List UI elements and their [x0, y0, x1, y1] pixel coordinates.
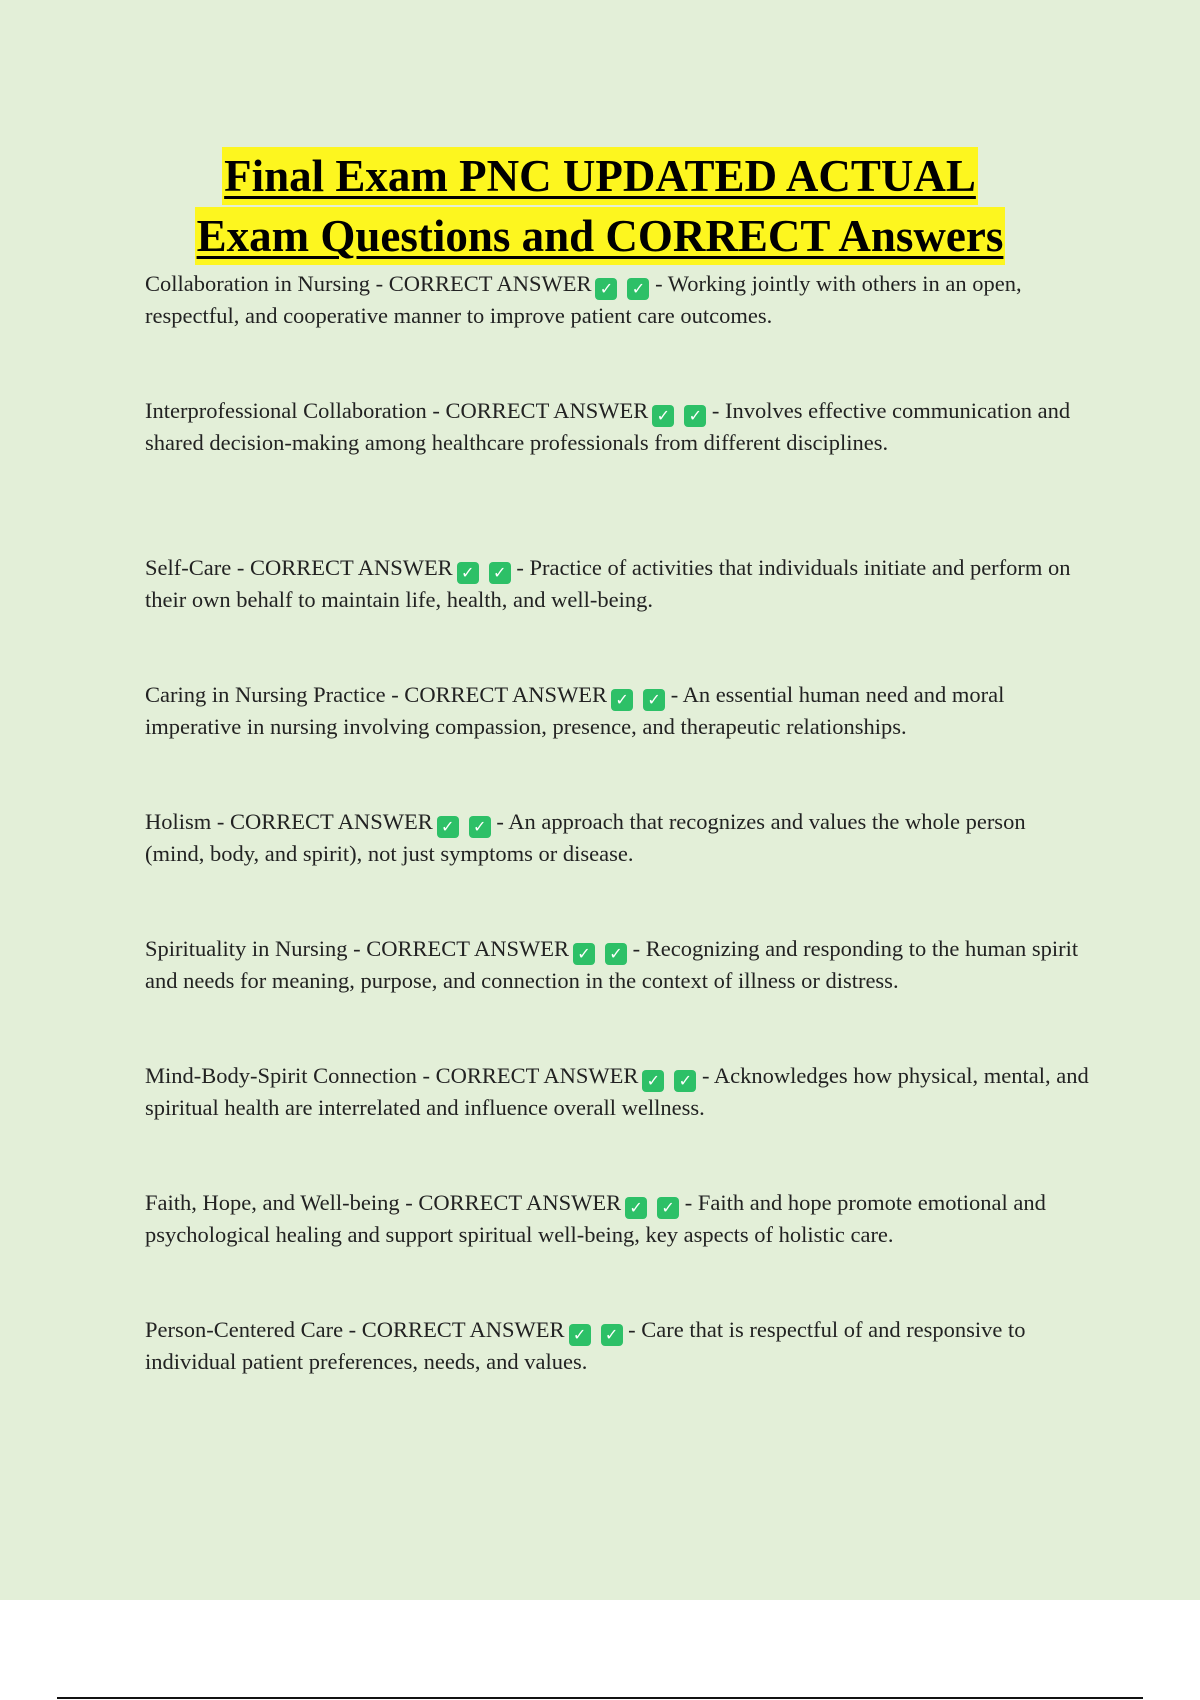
- qa-item-faith-hope: [145, 1187, 1090, 1250]
- qa-item-interprofessional: [145, 395, 1090, 458]
- qa-definition: - An approach that recognizes and values the whole person (mind, body, and spirit), not just symptoms or disease.: [145, 809, 1026, 866]
- check-mark-icon: ✓: [573, 943, 595, 965]
- qa-definition: - Faith and hope promote emotional and psychological healing and support spiritual well-being, key aspects of holistic care.: [145, 1190, 1046, 1247]
- qa-item-caring: [145, 679, 1090, 742]
- title-line-2: Exam Questions and CORRECT Answers: [195, 207, 1006, 265]
- check-mark-icon: ✓: [625, 1197, 647, 1219]
- check-mark-icon: ✓: [642, 1070, 664, 1092]
- check-mark-icon: ✓: [627, 278, 649, 300]
- qa-item-spirituality: [145, 933, 1090, 996]
- qa-term: Mind-Body-Spirit Connection - CORRECT ANSWER: [145, 1063, 639, 1088]
- qa-item-self-care: [145, 552, 1090, 615]
- check-mark-icon: ✓: [569, 1324, 591, 1346]
- check-mark-icon: ✓: [657, 1197, 679, 1219]
- qa-term: Faith, Hope, and Well-being - CORRECT ANSWER: [145, 1190, 622, 1215]
- qa-term: Collaboration in Nursing - CORRECT ANSWER: [145, 271, 592, 296]
- check-mark-icon: ✓: [643, 689, 665, 711]
- qa-definition: - Care that is respectful of and responsive to individual patient preferences, needs, and values.: [145, 1317, 1026, 1374]
- footer-divider: [57, 1697, 1143, 1699]
- qa-definition: - Working jointly with others in an open, respectful, and cooperative manner to improve patient care outcomes.: [145, 271, 1022, 328]
- check-mark-icon: ✓: [469, 816, 491, 838]
- qa-item-mind-body-spirit: [145, 1060, 1090, 1123]
- check-mark-icon: ✓: [595, 278, 617, 300]
- qa-item-collaboration: [145, 268, 1090, 331]
- check-mark-icon: ✓: [674, 1070, 696, 1092]
- qa-term: Holism - CORRECT ANSWER: [145, 809, 433, 834]
- check-mark-icon: ✓: [605, 943, 627, 965]
- qa-term: Self-Care - CORRECT ANSWER: [145, 555, 453, 580]
- qa-definition: - Practice of activities that individuals initiate and perform on their own behalf to maintain life, health, and well-being.: [145, 555, 1071, 612]
- qa-term: Caring in Nursing Practice - CORRECT ANSWER: [145, 682, 608, 707]
- check-mark-icon: ✓: [437, 816, 459, 838]
- qa-definition: - An essential human need and moral imperative in nursing involving compassion, presence, and therapeutic relationships.: [145, 682, 1005, 739]
- qa-term: Person-Centered Care - CORRECT ANSWER: [145, 1317, 565, 1342]
- check-mark-icon: ✓: [489, 562, 511, 584]
- qa-item-person-centered: [145, 1314, 1090, 1377]
- check-mark-icon: ✓: [457, 562, 479, 584]
- qa-definition: - Recognizing and responding to the human spirit and needs for meaning, purpose, and connection in the context of illness or distress.: [145, 936, 1079, 993]
- document-title: [0, 147, 1200, 265]
- qa-term: Interprofessional Collaboration - CORRECT ANSWER: [145, 398, 649, 423]
- title-line-1: Final Exam PNC UPDATED ACTUAL: [222, 147, 978, 205]
- check-mark-icon: ✓: [684, 405, 706, 427]
- qa-definition: - Acknowledges how physical, mental, and spiritual health are interrelated and influence overall wellness.: [145, 1063, 1089, 1120]
- check-mark-icon: ✓: [611, 689, 633, 711]
- qa-item-holism: [145, 806, 1090, 869]
- check-mark-icon: ✓: [652, 405, 674, 427]
- check-mark-icon: ✓: [601, 1324, 623, 1346]
- qa-term: Spirituality in Nursing - CORRECT ANSWER: [145, 936, 569, 961]
- qa-definition: - Involves effective communication and shared decision-making among healthcare professionals from different disciplines.: [145, 398, 1071, 455]
